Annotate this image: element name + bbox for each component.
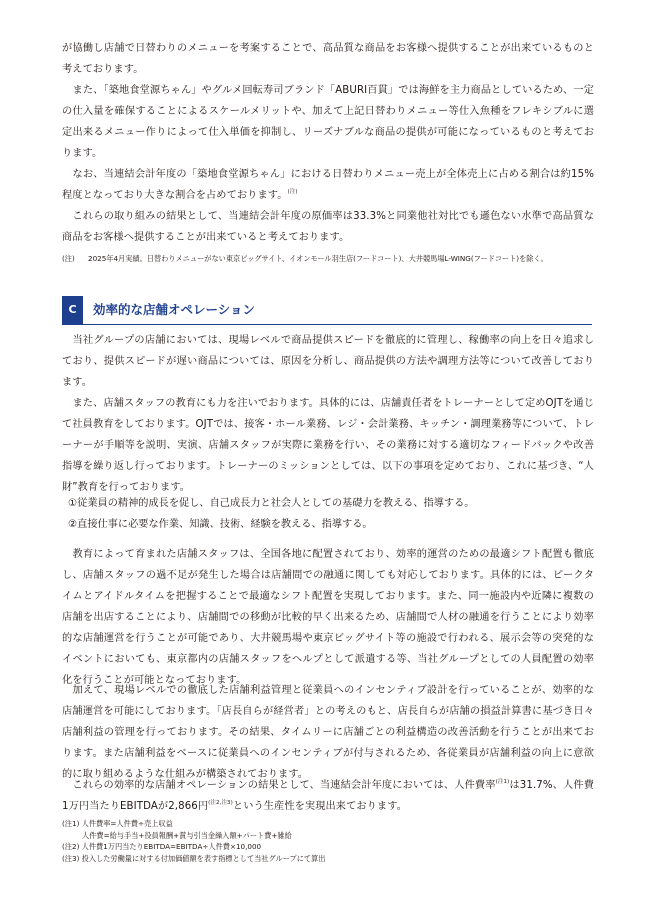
footnote-item: 人件費=給与手当+役員報酬+賞与引当金繰入額+パート費+雑給: [82, 830, 292, 840]
intro-paragraph-1: が協働し店舗で日替わりのメニューを考案することで、高品質な商品をお客様へ提供することが出来ているものと考えております。: [62, 43, 594, 75]
intro-paragraph-3-text: なお、当連結会計年度の「築地食堂源ちゃん」における日替わりメニュー売上が全体売上に占める割合は約15%程度となっており大きな割合を占めております。: [62, 169, 594, 201]
body-paragraph-1: 当社グループの店舗においては、現場レベルで商品提供スピードを徹底的に管理し、稼働率の向上を日々追求しており、提供スピードが遅い商品については、原因を分析し、商品提供の方法や調理方法等について改善しております。: [62, 335, 594, 388]
body-paragraph-5-c: という生産性を実現出来ております。: [232, 801, 407, 812]
footnote-ref: (注2,注3): [208, 800, 233, 806]
body-paragraph-4: 加えて、現場レベルでの徹底した店舗利益管理と従業員へのインセンティブ設計を行っていることが、効率的な店舗運営を可能にしております。「店長自らが経営者」との考えのもと、店長自らが店舗の損益計算書に基づき日々店舗利益の管理を行っております。その結果、タイムリーに店舗ごとの利益構造の改善活動を行うことが出来ております。また店舗利益をベースに従業員へのインセンティブが付与されるため、各従業員が店舗利益の向上に意欲的に取り組めるような仕組みが構築されております。: [62, 685, 594, 780]
body-paragraph-5-b: は31.7%、人件費1万円当たりEBITDAが2,866円: [62, 780, 594, 812]
section-header: [62, 296, 592, 325]
section-title: 効率的な店舗オペレーション: [93, 302, 256, 317]
mission-list: [62, 493, 594, 535]
footnote-item: (注2) 人件費1万円当たりEBITDA=EBITDA÷人件費×10,000: [62, 842, 262, 852]
body-footnotes: [62, 818, 594, 864]
footnote-item: (注3) 投入した労働量に対する付加価値額を表す指標として当社グループにて算出: [62, 853, 326, 863]
intro-paragraph-2: また、「築地食堂源ちゃん」やグルメ回転寿司ブランド「ABURI百貫」では海鮮を主力商品としているため、一定の仕入量を確保することによるスケールメリットや、加えて上記日替わりメニュー等仕入魚種をフレキシブルに選定出来るメニュー作りによって仕入単価を抑制し、リーズナブルな商品の提供が可能になっているものと考えております。: [62, 85, 594, 159]
body-paragraph-5-a: これらの効率的な店舗オペレーションの結果として、当連結会計年度においては、人件費率: [72, 780, 496, 791]
body-paragraph-3: 教育によって育まれた店舗スタッフは、全国各地に配置されており、効率的運営のための最適シフト配置も徹底し、店舗スタッフの過不足が発生した場合は店舗間での融通に関しても対応しております。具体的には、ピークタイムとアイドルタイムを把握することで最適なシフト配置を実現しております。また、同一施設内や近隣に複数の店舗を出店することにより、店舗間での移動が比較的早く出来るため、店舗間で人材の融通を行うことにより効率的な店舗運営を行うことが可能であり、大井競馬場や東京ビッグサイト等の施設で行われる、展示会等の突発的なイベントにおいても、東京都内の店舗スタッフをヘルプとして派遣する等、当社グループとしての人員配置の効率化を行うことが可能となっております。: [62, 549, 594, 686]
footnote-item: (注1) 人件費率=人件費÷売上収益: [62, 819, 173, 828]
intro-footnote-text: 2025年4月実績。日替わりメニューがない東京ビッグサイト、イオンモール羽生店(フードコート)、大井競馬場L-WING(フードコート)を除く。: [88, 254, 548, 263]
footnote-ref: (注): [287, 189, 298, 195]
section-badge: C: [62, 296, 83, 324]
intro-paragraph-3: [62, 164, 594, 206]
intro-paragraph-4: これらの取り組みの結果として、当連結会計年度の原価率は33.3%と同業他社対比でも遜色ない水準で高品質な商品をお客様へ提供することが出来ていると考えております。: [62, 211, 594, 243]
footnote-ref: (注1): [495, 779, 510, 785]
body-paragraph-5: [62, 775, 594, 817]
intro-footnote-label: (注): [62, 254, 75, 263]
list-item: ①従業員の精神的成長を促し、自己成長力と社会人としての基礎力を教える、指導する。: [68, 498, 475, 509]
intro-footnote: [62, 252, 594, 266]
list-item: ②直接仕事に必要な作業、知識、技術、経験を教える、指導する。: [68, 519, 373, 530]
body-paragraph-2: また、店舗スタッフの教育にも力を注いでおります。具体的には、店舗責任者をトレーナーとして定めOJTを通じて社員教育をしております。OJTでは、接客・ホール業務、レジ・会計業務、キッチン・調理業務等について、トレーナーが手順等を説明、実演、店舗スタッフが実際に業務を行い、その業務に対する適切なフィードバックや改善指導を繰り返し行っております。トレーナーのミッションとしては、以下の事項を定めており、これに基づき、“人財”教育を行っております。: [62, 398, 594, 493]
